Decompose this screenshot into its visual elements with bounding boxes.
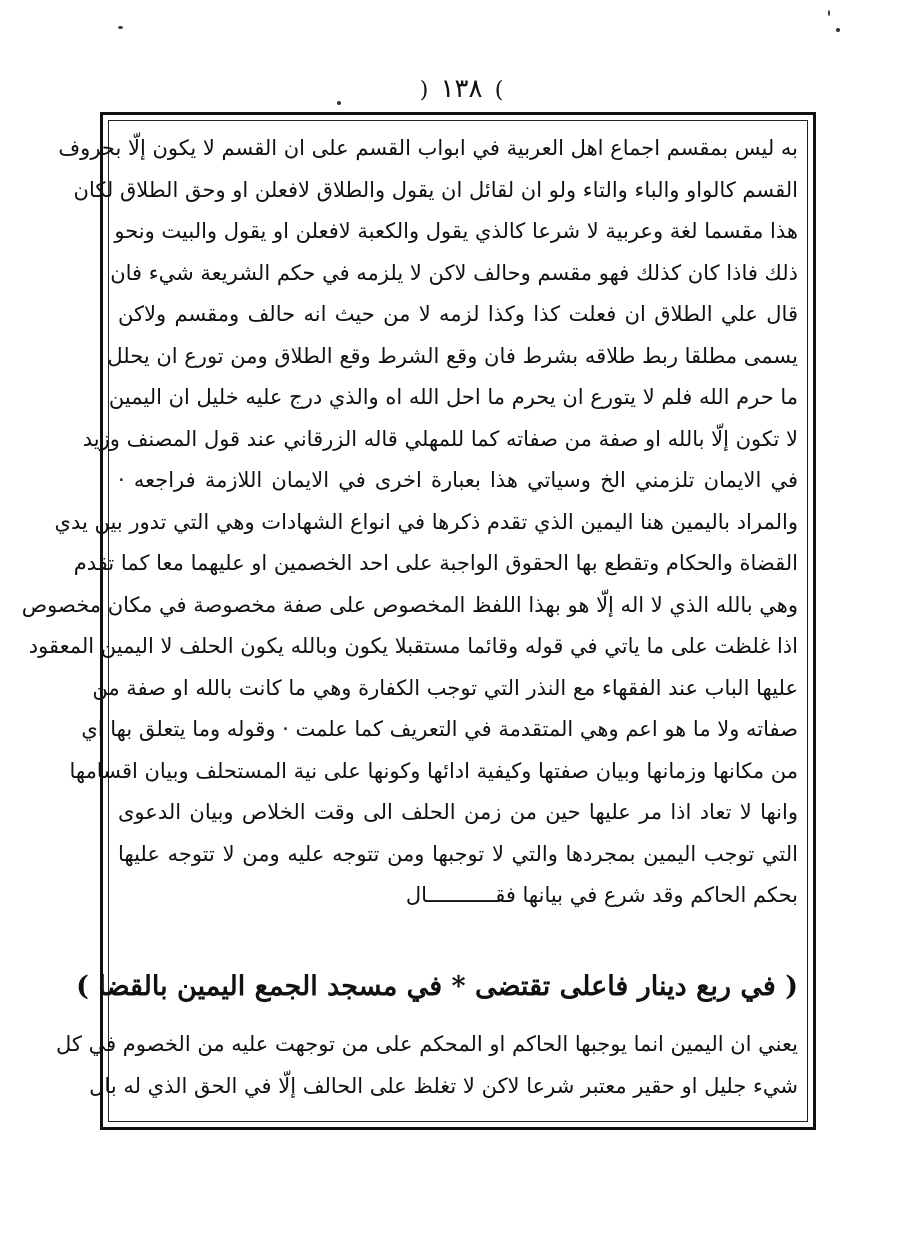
text-line: في الايمان تلزمني الخ وسياتي هذا بعبارة اخرى في الايمان اللازمة فراجعه · — [118, 468, 798, 492]
ink-speck — [828, 10, 830, 16]
text-line: وانها لا تعاد اذا مر عليها حين من زمن الحلف الى وقت الخلاص وبيان الدعوى — [118, 800, 798, 824]
verse-heading: ( في ربع دينار فاعلى تقتضى * في مسجد الجمع اليمين بالقضا ) — [76, 971, 798, 1002]
page-number-header — [0, 74, 923, 104]
page-number-left-bracket: ( — [419, 78, 429, 103]
text-line: يعني ان اليمين انما يوجبها الحاكم او المحكم على من توجهت عليه من الخصوم في كل — [56, 1032, 798, 1056]
text-line: التي توجب اليمين بمجردها والتي لا توجبها ومن تتوجه عليه ومن لا تتوجه عليها — [118, 841, 798, 866]
ink-speck — [836, 28, 840, 32]
text-line: عليها الباب عند الفقهاء مع النذر التي توجب الكفارة وهي ما كانت بالله او صفة من — [92, 675, 798, 700]
text-line: بحكم الحاكم وقد شرع في بيانها فقـــــــــــال — [405, 883, 798, 907]
text-line: اذا غلظت على ما ياتي في قوله وقائما مستقبلا يكون وبالله يكون الحلف لا اليمين المعقود — [28, 634, 798, 658]
text-line: يسمى مطلقا ربط طلاقه بشرط فان وقع الشرط وقع الطلاق ومن تورع ان يحلل — [107, 343, 798, 368]
text-line: وهي بالله الذي لا اله إلّا هو بهذا اللفظ المخصوص على صفة مخصوصة في مكان مخصوص — [21, 592, 798, 617]
text-line: القضاة والحكام وتقطع بها الحقوق الواجبة على احد الخصمين او عليهما معا كما تقدم — [73, 551, 798, 575]
text-line: صفاته ولا ما هو اعم وهي المتقدمة في التعريف كما علمت · وقوله وما يتعلق بها اي — [81, 717, 798, 741]
page-number-right-bracket: ) — [494, 78, 504, 103]
text-line: لا تكون إلّا بالله او صفة من صفاته كما للمهلي قاله الزرقاني عند قول المصنف وزيد — [82, 426, 798, 451]
text-line: من مكانها وزمانها وبيان صفتها وكيفية ادائها وكونها على نية المستحلف وبيان اقسامها — [69, 758, 798, 783]
text-line: والمراد باليمين هنا اليمين الذي تقدم ذكرها في انواع الشهادات وهي التي تدور بين يدي — [54, 509, 798, 534]
text-line: هذا مقسما لغة وعربية لا شرعا كالذي يقول والكعبة لافعلن او يقول والبيت ونحو — [114, 219, 798, 243]
closing-text — [56, 1024, 798, 1107]
ink-speck — [118, 26, 123, 29]
text-line: ذلك فاذا كان كذلك فهو مقسم وحالف لاكن لا يلزمه في حكم الشريعة شيء فان — [110, 260, 798, 285]
page-number: ١٣٨ — [440, 74, 483, 104]
commentary-text — [21, 128, 798, 917]
text-line: شيء جليل او حقير معتبر شرعا لاكن لا تغلظ على الحالف إلّا في الحق الذي له بال — [89, 1073, 798, 1098]
text-line: به ليس بمقسم اجماع اهل العربية في ابواب القسم على ان القسم لا يكون إلّا بحروف — [58, 136, 798, 160]
ink-speck — [337, 101, 341, 105]
text-line: القسم كالواو والباء والتاء ولو ان لقائل ان يقول والطلاق لافعلن او وحق الطلاق لكان — [73, 177, 798, 202]
text-line: قال علي الطلاق ان فعلت كذا وكذا لزمه لا من حيث انه حالف ومقسم ولاكن — [118, 302, 798, 326]
text-line: ما حرم الله فلم لا يتورع ان يحرم ما احل الله اه والذي درج عليه خليل ان اليمين — [108, 385, 798, 409]
